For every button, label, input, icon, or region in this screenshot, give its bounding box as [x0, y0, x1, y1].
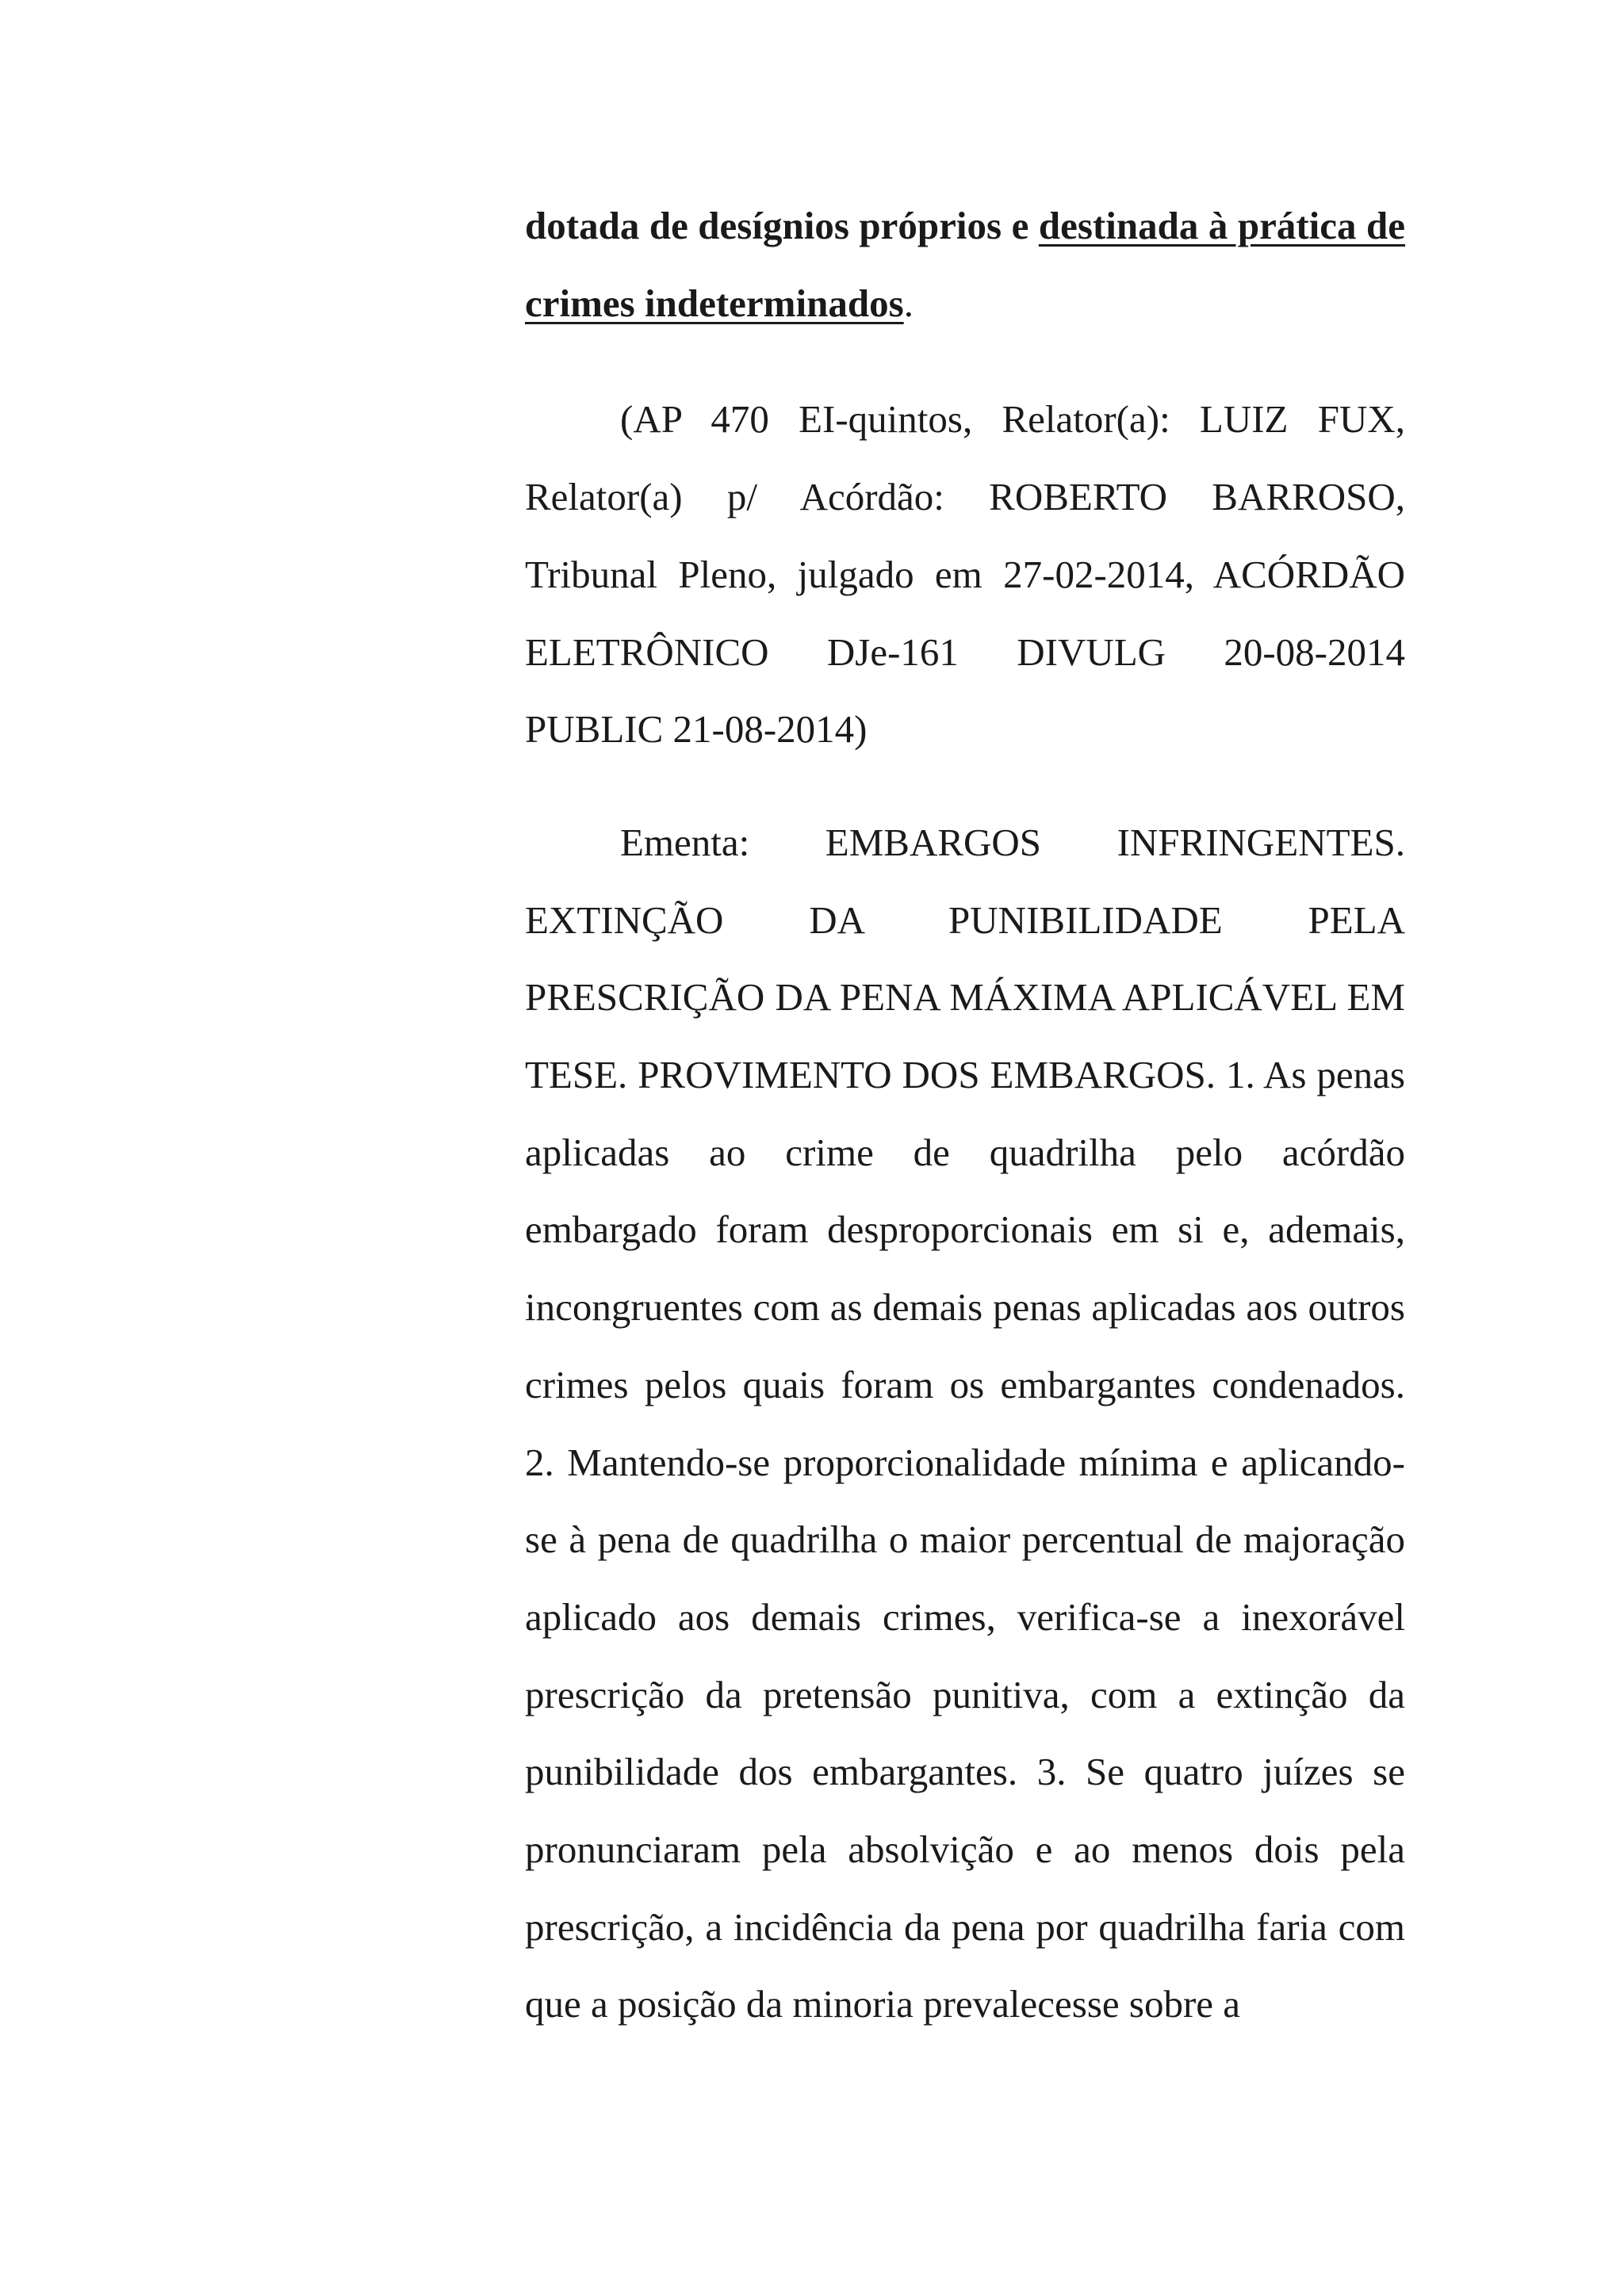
quote-end: . [903, 281, 914, 325]
quote-paragraph [525, 187, 1405, 342]
citation-paragraph: (AP 470 EI-quintos, Relator(a): LUIZ FUX, Relator(a) p/ Acórdão: ROBERTO BARROSO, Tribunal Pleno, julgado em 27-02-2014, ACÓRDÃO ELETRÔNICO DJe-161 DIVULG 20-08-2014 PUBLIC 21-08-2014) [525, 397, 1405, 752]
quote-text: dotada de desígnios próprios e [525, 204, 1039, 247]
ementa-paragraph: Ementa: EMBARGOS INFRINGENTES. EXTINÇÃO DA PUNIBILIDADE PELA PRESCRIÇÃO DA PENA MÁXIMA APLICÁVEL EM TESE. PROVIMENTO DOS EMBARGOS. 1. As penas aplicadas ao crime de quadrilha pelo acórdão embargado foram desproporcionais em si e, ademais, incongruentes com as demais penas aplicadas aos outros crimes pelos quais foram os embargantes condenados. 2. Mantendo-se proporcionalidade mínima e aplicando-se à pena de quadrilha o maior percentual de majoração aplicado aos demais crimes, verifica-se a inexorável prescrição da pretensão punitiva, com a extinção da punibilidade dos embargantes. 3. Se quatro juízes se pronunciaram pela absolvição e ao menos dois pela prescrição, a incidência da pena por quadrilha faria com que a posição da minoria prevalecesse sobre a [525, 820, 1405, 2026]
quote-underlined-text: destinada à prática de crimes indeterminados [525, 204, 1406, 325]
text-column [525, 187, 1405, 2043]
